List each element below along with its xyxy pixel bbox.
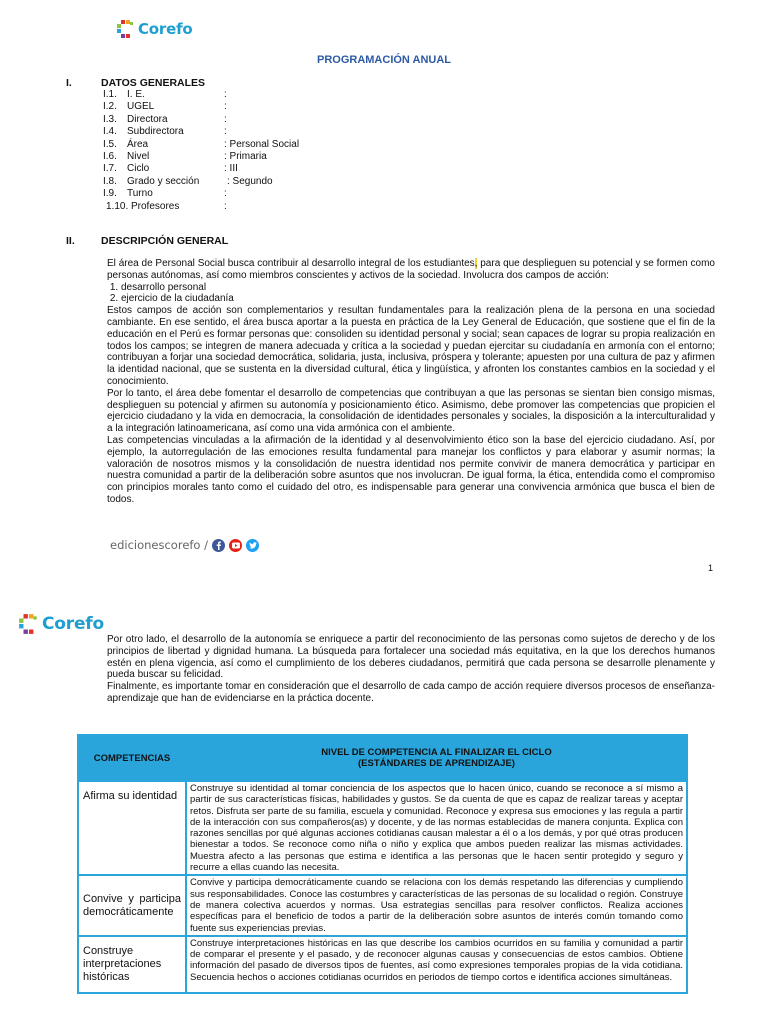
logo-text: Corefo [138,20,193,38]
list-item: 1. desarrollo personal [121,282,715,294]
item-label: Ciclo [127,163,150,175]
page-number: 1 [708,563,714,573]
competency-description: Convive y participa democráticamente cuando se relaciona con los demás respetando las diferencias y cumpliendo sus responsabilidades. Conoce las costumbres y características de las personas de su localidad o región. Construye de manera colectiva acuerdos y normas. Usa estrategias sencillas para resolver conflictos. Realiza acciones específicas para el beneficio de todos a partir de la deliberación sobre asuntos de interés común tomando como fuente sus experiencias previas. [186,875,687,935]
paragraph: Finalmente, es importante tomar en consideración que el desarrollo de cada campo de acción requiere diversos procesos de enseñanza-aprendizaje que han de evidenciarse en la práctica docente. [107,681,715,704]
item-value: : Segundo [227,175,273,187]
table-row [78,936,687,993]
competency-description: Construye su identidad al tomar conciencia de los aspectos que lo hacen único, cuando se reconoce a sí mismo a partir de sus características físicas, habilidades y gustos. Se da cuenta de que es capaz de realizar tareas y aceptar retos. Disfruta ser parte de su familia, escuela y comunidad. Reconoce y expresa sus emociones y las regula a partir de la interacción con sus compañeros(as) y docente, y de las normas establecidas de manera conjunta. Explica con razones sencillas por qué algunas acciones cotidianas causan malestar a él o a los demás, y por qué otras producen bienestar a todos. Se reconoce como niña o niño y explica que ambos pueden realizar las mismas actividades. Muestra afecto a las personas que estima e identifica a las personas que le hacen sentir protegido y seguro y recurre a ellas cuando las necesita. [186,781,687,875]
item-number: I.2. [103,101,117,113]
section1-heading: DATOS GENERALES [101,77,206,89]
item-label: Nivel [127,150,150,162]
item-value: : [224,200,227,212]
list-item: 2. ejercicio de la ciudadanía [121,293,715,305]
item-label: Grado y sección [127,175,200,187]
header-nivel-line2: (ESTÁNDARES DE APRENDIZAJE) [358,758,515,769]
footer-brand [110,538,259,552]
item-label: Área [127,138,149,150]
corefo-logo [19,613,104,635]
item-value: : Personal Social [224,138,300,150]
corefo-logo-icon [117,19,135,39]
item-label: I. E. [127,89,145,100]
item-value: : [224,89,227,100]
table-row [78,875,687,935]
competencies-table [77,734,688,994]
table-row [78,781,687,875]
intro-text: El área de Personal Social busca contribuir al desarrollo integral de los estudiantes [107,258,475,269]
item-value: : Primaria [224,150,267,162]
header-nivel-line1: NIVEL DE COMPETENCIA AL FINALIZAR EL CICLO [321,747,552,758]
competency-description: Construye interpretaciones históricas en las que describe los cambios ocurridos en su familia y comunidad a partir de comparar el presente y el pasado, y de reconocer algunas causas y consecuencias de estos cambios. Obtiene información del pasado de diversos tipos de fuentes, así como expresiones temporales propias de la vida cotidiana. Secuencia hechos o acciones cotidianas ocurridos en periodos de tiempo cortos e identifica acciones simultáneas. [186,936,687,993]
page2-text [107,634,715,705]
item-number: 1.10. [106,200,129,212]
competency-name: Construye interpretaciones históricas [78,936,186,993]
twitter-icon[interactable] [246,539,259,552]
item-value: : [224,101,227,113]
section1-number: I. [66,77,72,89]
section2-heading: DESCRIPCIÓN GENERAL [101,235,229,247]
header-competencias: COMPETENCIAS [78,735,186,781]
competency-name: Convive y participa democráticamente [78,875,186,935]
item-number: I.8. [103,175,117,187]
item-value: : [224,113,227,125]
paragraph: Por lo tanto, el área debe fomentar el desarrollo de competencias que contribuyan a que las personas se sientan bien consigo mismas, desplieguen su potencial y afirmen su autonomía y posicionamiento ético. Asimismo, debe promover las competencias que propicien el ejercicio ciudadano y la vida en democracia, la consolidación de identidades personales y sociales, la disposición a la interculturalidad y a la integración latinoamericana, así como una vida armónica con el ambiente. [107,387,715,435]
fields-list [107,282,715,306]
item-number: I.7. [103,163,117,175]
item-value: : [224,126,227,138]
item-label: Profesores [131,200,180,212]
youtube-icon[interactable] [229,539,242,552]
competency-name: Afirma su identidad [78,781,186,875]
corefo-logo [117,19,193,39]
item-value: : [224,188,227,200]
paragraph: Las competencias vinculadas a la afirmación de la identidad y al desenvolvimiento ético son la base del ejercicio ciudadano. Así, por ejemplo, la autorregulación de las emociones resulta fundamental para manejar los conflictos y para elaborar y asumir normas; la valoración de nosotros mismos y la consolidación de nuestra identidad nos permite convivir de manera democrática y participar en nuestra comunidad a partir de la deliberación sobre asuntos que nos involucran. De igual forma, la ética, entendida como el compromiso con principios morales tanto como el cuidado del otro, es indispensable para generar una convivencia armónica que busca el bien de todos. [107,434,715,505]
intro-paragraph [107,258,715,282]
logo-text: Corefo [42,614,104,634]
item-number: I.4. [103,126,117,138]
item-label: Turno [127,188,153,200]
item-number: I.9. [103,188,117,200]
item-label: UGEL [127,101,155,113]
item-number: I.5. [103,138,117,150]
item-value: : III [224,163,238,175]
corefo-logo-icon [19,613,39,635]
general-description [107,258,715,506]
table-header-row [78,735,687,781]
item-label: Subdirectora [127,126,184,138]
paragraph: Estos campos de acción son complementarios y resultan fundamentales para la realización plena de la persona en una sociedad cambiante. En ese sentido, el área busca aportar a la puesta en práctica de la Ley General de Educación, que sostiene que el fin de la educación en el Perú es formar personas que: consoliden su identidad personal y social; sean capaces de lograr su propia realización en todos los campos; se integren de manera adecuada y crítica a la sociedad y puedan ejercitar su ciudadanía en armonía con el entorno; contribuyan a forjar una sociedad democrática, solidaria, justa, inclusiva, próspera y tolerante; apuesten por una cultura de paz y afirmen la identidad nacional, que se sustenta en la diversidad cultural, ética y lingüística, y afronten los constantes cambios en la sociedad y el conocimiento. [107,305,715,387]
section2-number: II. [66,235,75,247]
brand-text: edicionescorefo / [110,538,209,552]
intro-text-cont: para que desplieguen su potencial y se formen como personas autónomas, así como miembros conscientes y activos de la sociedad. Involucra dos campos de acción: [107,258,715,281]
facebook-icon[interactable] [212,539,225,552]
item-number: I.3. [103,113,117,125]
highlight-mark: , [474,258,478,269]
page-title: PROGRAMACIÓN ANUAL [316,54,452,66]
paragraph: Por otro lado, el desarrollo de la autonomía se enriquece a partir del reconocimiento de las personas como sujetos de derecho y de los principios de libertad y dignidad humana. La búsqueda para fortalecer una sociedad más equitativa, en la que los derechos humanos estén en plena vigencia, así como el cumplimiento de los deberes ciudadanos, permitirá que cada persona se desarrolle plenamente y pueda buscar su felicidad. [107,634,715,681]
header-nivel [186,735,687,781]
item-label: Directora [127,113,168,125]
item-number: I.6. [103,150,117,162]
item-number: I.1. [103,89,117,100]
